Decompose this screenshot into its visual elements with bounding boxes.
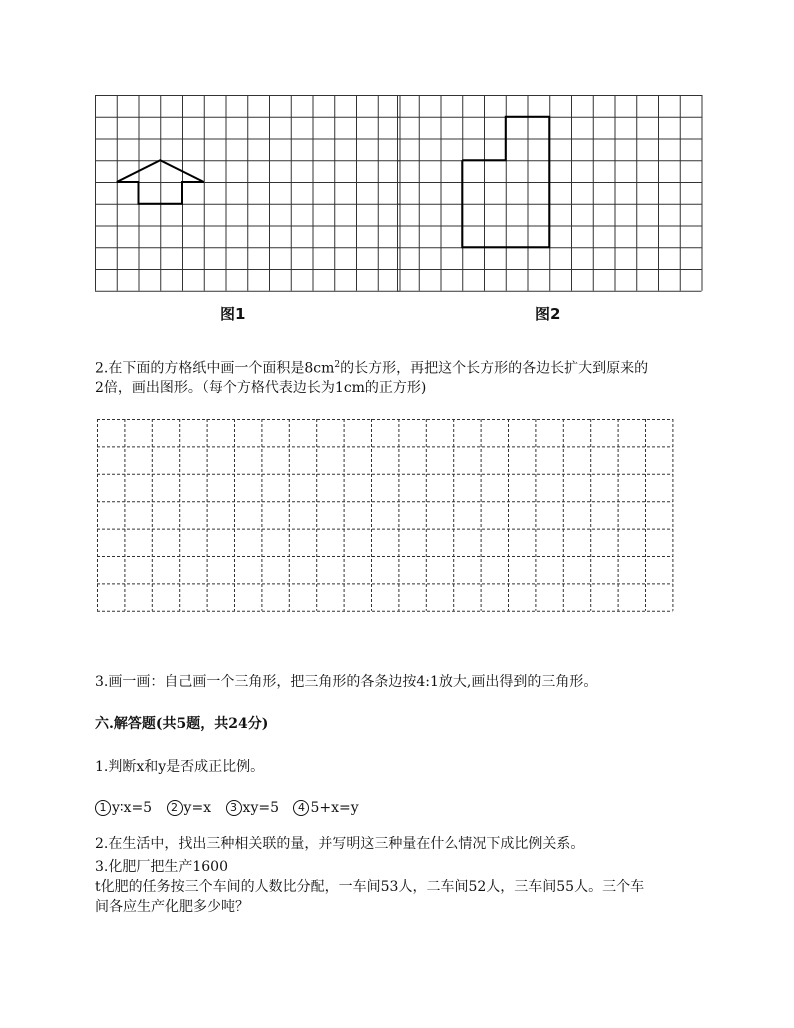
grid-figure-2 <box>397 95 702 295</box>
superscript-2: 2 <box>334 360 341 370</box>
option-4: 4 5+x=y <box>293 800 358 816</box>
section-6-heading: 六.解答题(共5题，共24分) <box>95 716 269 732</box>
question-2-text-pre: 2.在下面的方格纸中画一个面积是8cm <box>95 360 335 377</box>
circled-number-1: 1 <box>95 800 111 816</box>
question-3-text: 3.画一画：自己画一个三角形，把三角形的各条边按4:1放大,画出得到的三角形。 <box>95 674 598 690</box>
circled-number-2: 2 <box>167 800 183 816</box>
grid-lines <box>95 95 400 291</box>
options-row <box>95 798 369 818</box>
option-3: 3 xy=5 <box>226 800 279 816</box>
option-2: 2 y=x <box>167 800 212 816</box>
grid-figure-1 <box>95 95 400 295</box>
section-6-question-2: 2.在生活中，找出三种相关联的量，并写明这三种量在什么情况下成比例关系。 <box>95 836 585 852</box>
grid-lines <box>97 419 673 611</box>
option-1: 1 y∶x=5 <box>95 800 152 816</box>
section-6-question-3-line-2: t化肥的任务按三个车间的人数比分配，一车间53人，二车间52人，三车间55人。三个车 <box>95 879 645 895</box>
question-2-line-1 <box>95 355 648 379</box>
dashed-drawing-grid <box>97 419 675 633</box>
question-2-line-2: 2倍，画出图形。（每个方格代表边长为1cm的正方形) <box>95 380 427 396</box>
circled-number-4: 4 <box>293 800 309 816</box>
section-6-question-3-line-1: 3.化肥厂把生产1600 <box>95 859 228 875</box>
figure-1-caption: 图1 <box>220 305 246 323</box>
section-6-question-1: 1.判断x和y是否成正比例。 <box>95 759 265 775</box>
figure-2-caption: 图2 <box>535 305 561 323</box>
question-2-text-post: 的长方形，再把这个长方形的各边长扩大到原来的 <box>340 360 649 377</box>
section-6-question-3-line-3: 间各应生产化肥多少吨？ <box>95 899 249 915</box>
circled-number-3: 3 <box>226 800 242 816</box>
